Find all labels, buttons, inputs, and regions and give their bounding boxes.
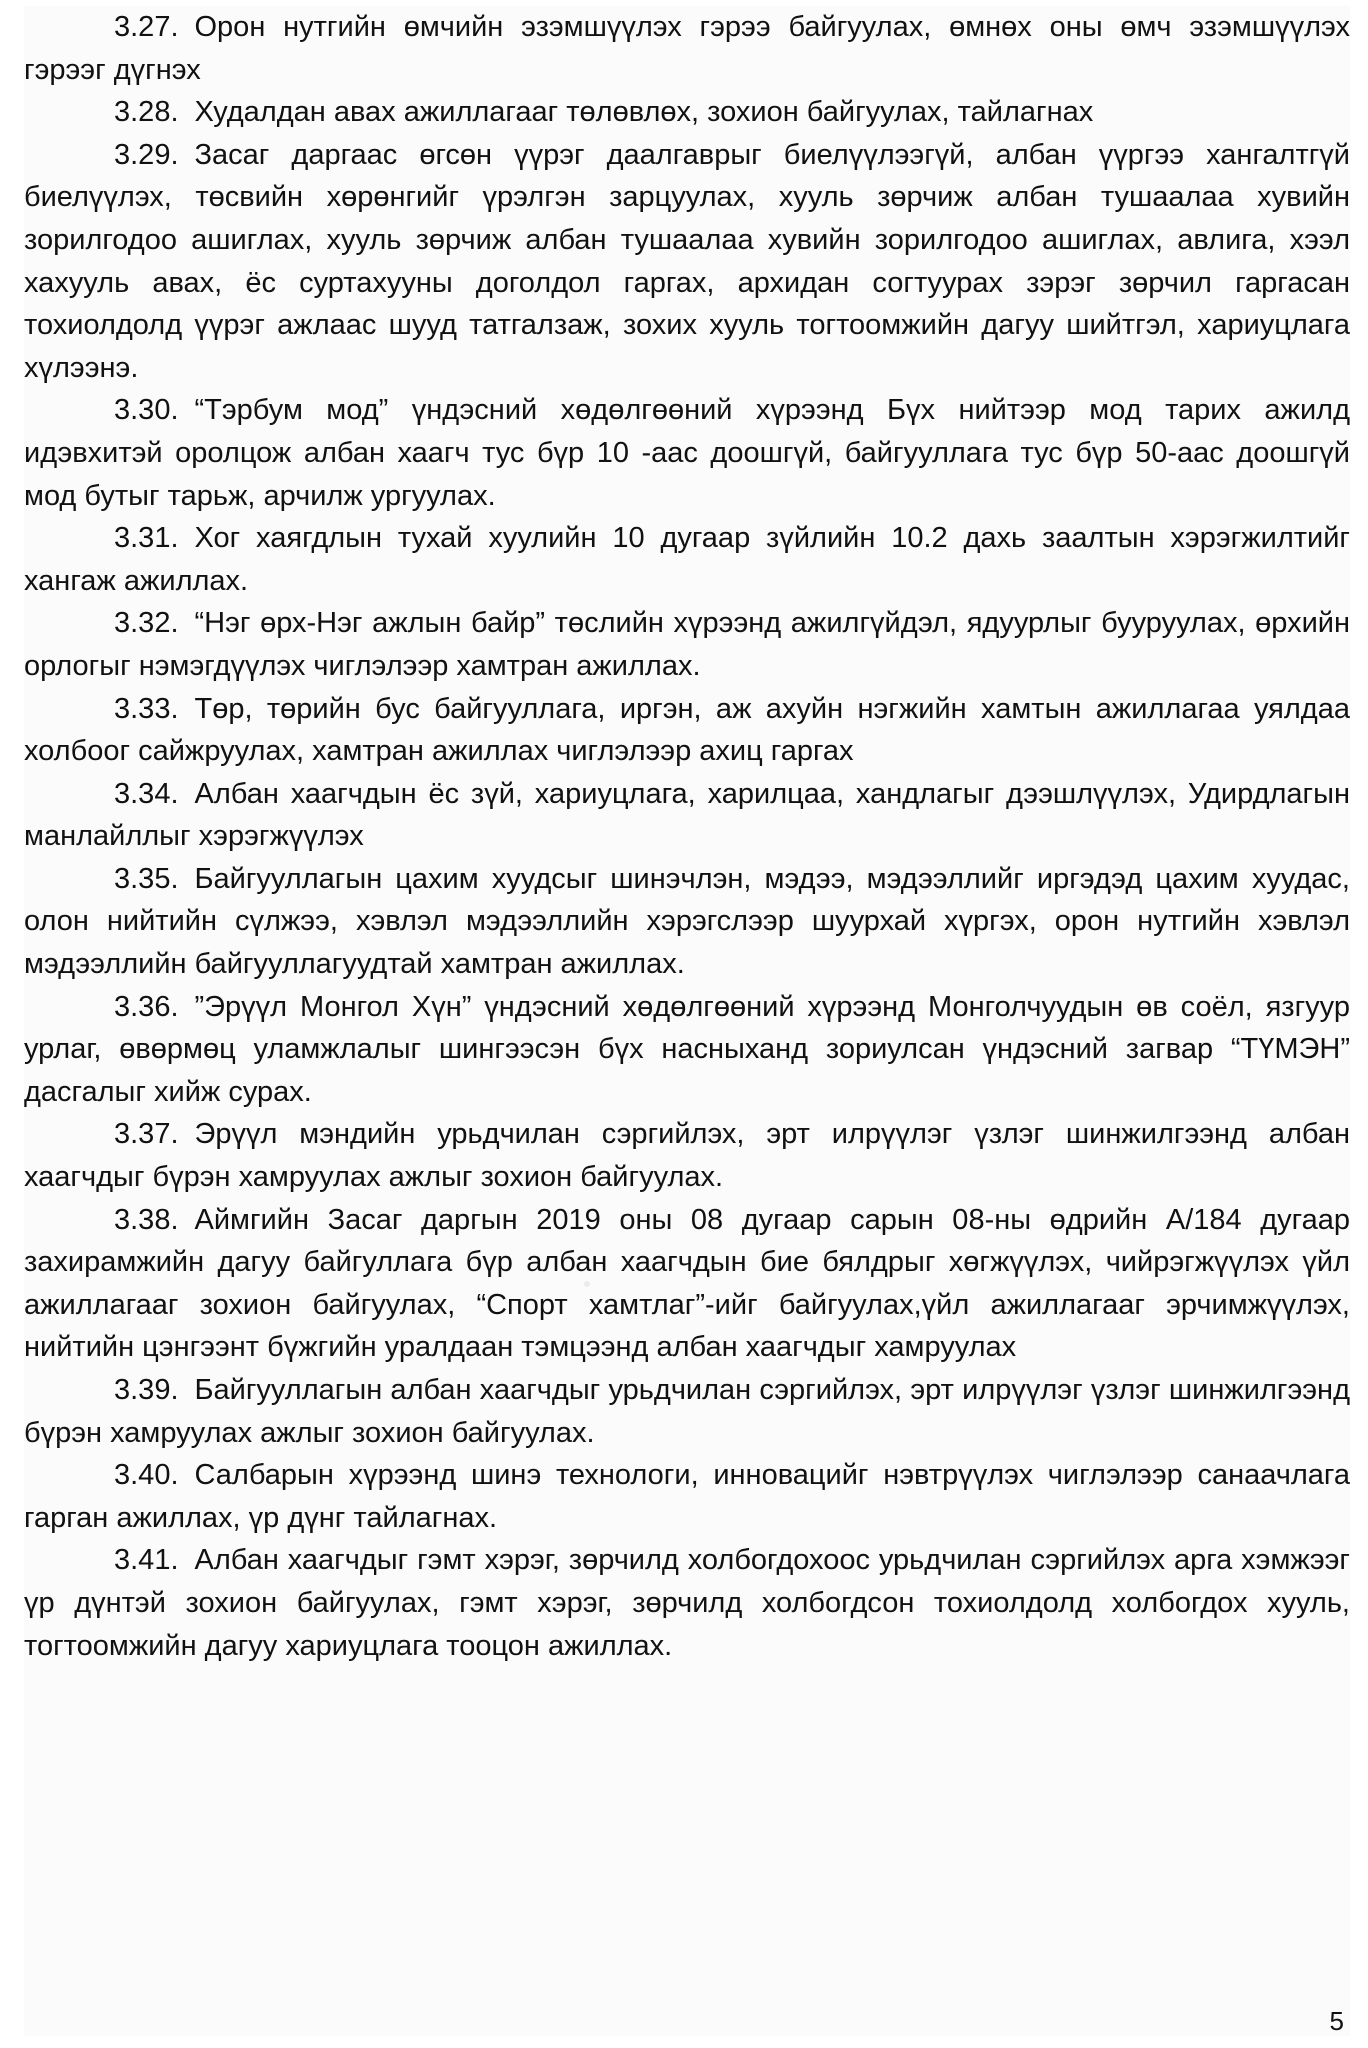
paragraph-number: 3.37. (114, 1118, 179, 1151)
paragraph-text: Эрүүл мэндийн урьдчилан сэргийлэх, эрт илрүүлэг үзлэг шинжилгээнд албан хаагчдыг бүрэн хамруулах ажлыг зохион байгуулах. (24, 1118, 1350, 1194)
paragraph-3-28 (24, 91, 1350, 134)
paragraph-number: 3.29. (114, 138, 179, 171)
paragraph-number: 3.34. (114, 777, 179, 810)
paragraph-3-31 (24, 517, 1350, 602)
paragraph-number: 3.40. (114, 1459, 179, 1492)
paragraph-3-40 (24, 1454, 1350, 1539)
paragraph-number: 3.32. (114, 607, 179, 640)
document-body (24, 6, 1350, 1667)
paragraph-3-41 (24, 1539, 1350, 1667)
paragraph-text: Аймгийн Засаг даргын 2019 оны 08 дугаар сарын 08-ны өдрийн А/184 дугаар захирамжийн дагуу байгуллага бүр албан хаагчдын бие бялдрыг хөгжүүлэх, чийрэгжүүлэх үйл ажиллагааг зохион байгуулах, “Спорт хамтлаг”-ийг байгуулах,үйл ажиллагааг эрчимжүүлэх, нийтийн цэнгээнт бүжгийн уралдаан тэмцээнд албан хаагчдыг хамруулах (24, 1203, 1350, 1364)
paragraph-text: Худалдан авах ажиллагааг төлөвлөх, зохион байгуулах, тайлагнах (194, 96, 1094, 129)
paragraph-number: 3.33. (114, 692, 179, 725)
paragraph-number: 3.31. (114, 522, 179, 555)
paragraph-text: Байгууллагын албан хаагчдыг урьдчилан сэргийлэх, эрт илрүүлэг үзлэг шинжилгээнд бүрэн хамруулах ажлыг зохион байгуулах. (24, 1374, 1350, 1449)
paragraph-text: Төр, төрийн бус байгууллага, иргэн, аж ахуйн нэгжийн хамтын ажиллагаа уялдаа холбоог сайжруулах, хамтран ажиллах чиглэлээр ахиц гаргах (24, 692, 1350, 768)
paragraph-3-30 (24, 389, 1350, 517)
paragraph-text: Засаг даргаас өгсөн үүрэг даалгаврыг биелүүлээгүй, албан үүргээ хангалтгүй биелүүлэх, төсвийн хөрөнгийг үрэлгэн зарцуулах, хууль зөрчиж албан тушаалаа хувийн зорилгодоо ашиглах, хууль зөрчиж албан тушаалаа хувийн зорилгодоо ашиглах, авлига, хээл хахууль авах, ёс суртахууны доголдол гаргах, архидан согтуурах зэрэг зөрчил гаргасан тохиолдолд үүрэг ажлаас шууд татгалзаж, зохих хууль тогтоомжийн дагуу шийтгэл, хариуцлага хүлээнэ. (24, 138, 1350, 384)
paragraph-3-37 (24, 1113, 1350, 1198)
paragraph-text: Албан хаагчдыг гэмт хэрэг, зөрчилд холбогдохоос урьдчилан сэргийлэх арга хэмжээг үр дүнтэй зохион байгуулах, гэмт хэрэг, зөрчилд холбогдсон тохиолдолд холбогдох хууль, тогтоомжийн дагуу хариуцлага тооцон ажиллах. (24, 1544, 1350, 1662)
paragraph-3-29 (24, 134, 1350, 390)
paragraph-text: Албан хаагчдын ёс зүй, хариуцлага, харилцаа, хандлагыг дээшлүүлэх, Удирдлагын манлайллыг хэрэгжүүлэх (24, 777, 1350, 853)
paragraph-number: 3.39. (114, 1374, 179, 1406)
paragraph-3-36 (24, 986, 1350, 1114)
paragraph-3-34 (24, 773, 1350, 858)
paragraph-number: 3.41. (114, 1544, 179, 1577)
paragraph-3-33 (24, 688, 1350, 773)
paragraph-text: Орон нутгийн өмчийн эзэмшүүлэх гэрээ байгуулах, өмнөх оны өмч эзэмшүүлэх гэрээг дүгнэх (24, 11, 1350, 86)
paragraph-3-32 (24, 602, 1350, 687)
paragraph-number: 3.30. (114, 394, 179, 427)
paragraph-number: 3.27. (114, 11, 179, 43)
paragraph-text: Салбарын хүрээнд шинэ технологи, инновацийг нэвтрүүлэх чиглэлээр санаачлага гарган ажиллах, үр дүнг тайлагнах. (24, 1459, 1350, 1534)
paragraph-text: Байгууллагын цахим хуудсыг шинэчлэн, мэдээ, мэдээллийг иргэдэд цахим хуудас, олон нийтийн сүлжээ, хэвлэл мэдээллийн хэрэгслээр шуурхай хүргэх, орон нутгийн хэвлэл мэдээллийн байгууллагуудтай хамтран ажиллах. (24, 862, 1350, 981)
paragraph-number: 3.35. (114, 862, 179, 895)
paragraph-3-38 (24, 1199, 1350, 1369)
paragraph-text: “Тэрбум мод” үндэсний хөдөлгөөний хүрээнд Бүх нийтээр мод тарих ажилд идэвхитэй оролцож албан хаагч тус бүр 10 -аас доошгүй, байгууллага тус бүр 50-аас доошгүй мод бутыг тарьж, арчилж ургуулах. (24, 394, 1350, 512)
document-page (24, 6, 1350, 2036)
scan-speck (584, 1281, 590, 1287)
scan-speck (379, 711, 384, 716)
paragraph-3-39 (24, 1369, 1350, 1454)
paragraph-text: Хог хаягдлын тухай хуулийн 10 дугаар зүйлийн 10.2 дахь заалтын хэрэгжилтийг хангаж ажиллах. (24, 522, 1350, 597)
paragraph-3-27 (24, 6, 1350, 91)
paragraph-text: “Нэг өрх-Нэг ажлын байр” төслийн хүрээнд ажилгүйдэл, ядуурлыг бууруулах, өрхийн орлогыг нэмэгдүүлэх чиглэлээр хамтран ажиллах. (24, 607, 1350, 682)
paragraph-number: 3.36. (114, 990, 179, 1023)
page-number: 5 (1329, 2006, 1344, 2036)
paragraph-text: ”Эрүүл Монгол Хүн” үндэсний хөдөлгөөний хүрээнд Монголчуудын өв соёл, язгуур урлаг, өвөрмөц уламжлалыг шингээсэн бүх насныханд зориулсан үндэсний загвар “ТҮМЭН” дасгалыг хийж сурах. (24, 990, 1350, 1108)
paragraph-number: 3.28. (114, 96, 179, 129)
paragraph-3-35 (24, 858, 1350, 986)
paragraph-number: 3.38. (114, 1203, 179, 1236)
